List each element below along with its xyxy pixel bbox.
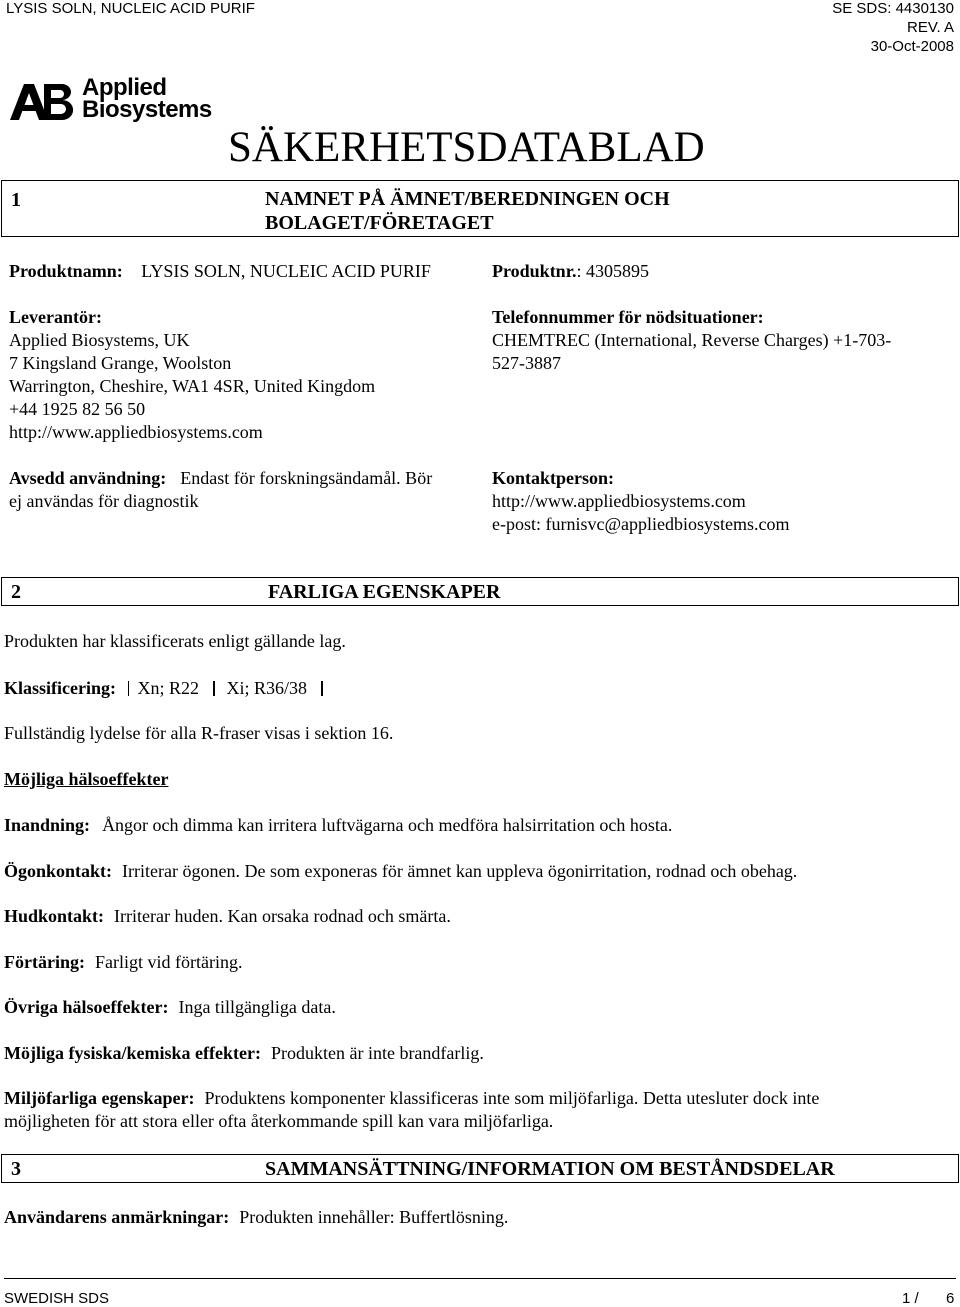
product-name-value: LYSIS SOLN, NUCLEIC ACID PURIF	[141, 261, 431, 281]
r-phrases-note: Fullständig lydelse för alla R-fraser visas i sektion 16.	[4, 723, 394, 743]
supplier-block	[9, 306, 375, 444]
supplier-line: Applied Biosystems, UK	[9, 330, 190, 350]
product-name-row	[9, 260, 431, 283]
logo-text-applied: Applied	[82, 74, 167, 101]
section-title: FARLIGA EGENSKAPER	[268, 581, 501, 603]
emergency-label: Telefonnummer för nödsituationer:	[492, 307, 764, 327]
environmental-value: möjligheten för att stora eller ofta återkommande spill kan vara miljöfarliga.	[4, 1111, 554, 1131]
contact-block	[492, 467, 790, 536]
section-number: 1	[11, 189, 21, 211]
health-effects-heading: Möjliga hälsoeffekter	[4, 769, 169, 789]
footer-rule	[4, 1278, 956, 1279]
inhalation-label: Inandning:	[4, 815, 91, 835]
section-number: 2	[11, 581, 21, 603]
intended-use-value: Endast för forskningsändamål. Bör	[180, 468, 433, 488]
environmental-value: Produktens komponenter klassificeras inte som miljöfarliga. Detta utesluter dock inte	[204, 1088, 820, 1108]
eye-contact-value: Irriterar ögonen. De som exponeras för ämnet kan uppleva ögonirritation, rodnad och obehag.	[122, 861, 798, 881]
separator-bar	[321, 681, 323, 696]
product-number-value: : 4305895	[576, 261, 650, 281]
applied-biosystems-logo	[8, 74, 212, 126]
footer-page-total: 6	[946, 1290, 955, 1307]
other-health-label: Övriga hälsoeffekter:	[4, 997, 169, 1017]
header-product: LYSIS SOLN, NUCLEIC ACID PURIF	[6, 0, 255, 17]
emergency-block	[492, 306, 891, 375]
supplier-label: Leverantör:	[9, 307, 102, 327]
ingestion-value: Farligt vid förtäring.	[94, 952, 243, 972]
contact-email[interactable]: e-post: furnisvc@appliedbiosystems.com	[492, 514, 790, 534]
intended-use-block	[9, 467, 432, 513]
product-name-label: Produktnamn:	[9, 261, 123, 281]
supplier-url[interactable]: http://www.appliedbiosystems.com	[9, 422, 263, 442]
header-sds-number: SE SDS: 4430130	[832, 0, 954, 17]
section-title: SAMMANSÄTTNING/INFORMATION OM BESTÅNDSDELAR	[265, 1158, 835, 1180]
classification-row	[4, 677, 331, 700]
footer-label: SWEDISH SDS	[4, 1290, 110, 1307]
intended-use-value: ej användas för diagnostik	[9, 491, 199, 511]
section-title-line: BOLAGET/FÖRETAGET	[265, 212, 494, 234]
environmental-label: Miljöfarliga egenskaper:	[4, 1088, 195, 1108]
other-health-row	[4, 996, 336, 1019]
section-1-header	[1, 180, 959, 237]
physchem-label: Möjliga fysiska/kemiska effekter:	[4, 1043, 261, 1063]
separator-bar	[213, 681, 215, 696]
section-3-header	[1, 1154, 959, 1183]
user-notes-label: Användarens anmärkningar:	[4, 1207, 230, 1227]
supplier-line: Warrington, Cheshire, WA1 4SR, United Kingdom	[9, 376, 376, 396]
classification-item: Xn; R22	[137, 678, 199, 698]
product-number-row	[492, 260, 649, 283]
section-2-header	[1, 577, 959, 606]
header-date: 30-Oct-2008	[870, 38, 954, 55]
skin-contact-row	[4, 905, 451, 928]
emergency-phone-line: CHEMTREC (International, Reverse Charges) +1-703-	[492, 330, 892, 350]
physchem-value: Produkten är inte brandfarlig.	[270, 1043, 484, 1063]
contact-label: Kontaktperson:	[492, 468, 615, 488]
ingestion-label: Förtäring:	[4, 952, 85, 972]
ab-logo-icon	[8, 80, 80, 124]
user-notes-value: Produkten innehåller: Buffertlösning.	[239, 1207, 509, 1227]
supplier-line: +44 1925 82 56 50	[9, 399, 146, 419]
logo-text-biosystems: Biosystems	[82, 96, 212, 123]
eye-contact-row	[4, 860, 797, 883]
ingestion-row	[4, 951, 242, 974]
document-title: SÄKERHETSDATABLAD	[228, 124, 705, 171]
header-revision: REV. A	[907, 19, 954, 36]
section-number: 3	[11, 1158, 21, 1180]
inhalation-value: Ångor och dimma kan irritera luftvägarna och medföra halsirritation och hosta.	[102, 815, 673, 835]
skin-contact-value: Irriterar huden. Kan orsaka rodnad och smärta.	[114, 906, 451, 926]
separator-bar	[128, 681, 130, 696]
emergency-phone-line: 527-3887	[492, 353, 561, 373]
user-notes-row	[4, 1206, 508, 1229]
footer-page-number: 1 /	[902, 1290, 919, 1307]
skin-contact-label: Hudkontakt:	[4, 906, 105, 926]
eye-contact-label: Ögonkontakt:	[4, 861, 113, 881]
physchem-row	[4, 1042, 484, 1065]
other-health-value: Inga tillgängliga data.	[178, 997, 336, 1017]
environmental-row	[4, 1087, 819, 1133]
inhalation-row	[4, 814, 672, 837]
classification-item: Xi; R36/38	[226, 678, 308, 698]
product-number-label: Produktnr.	[492, 261, 577, 281]
contact-url[interactable]: http://www.appliedbiosystems.com	[492, 491, 746, 511]
classification-label: Klassificering:	[4, 678, 116, 698]
supplier-line: 7 Kingsland Grange, Woolston	[9, 353, 232, 373]
classification-intro: Produkten har klassificerats enligt gällande lag.	[4, 631, 346, 651]
intended-use-label: Avsedd användning:	[9, 468, 167, 488]
section-title-line: NAMNET PÅ ÄMNET/BEREDNINGEN OCH	[265, 188, 670, 210]
section-title	[265, 187, 670, 235]
